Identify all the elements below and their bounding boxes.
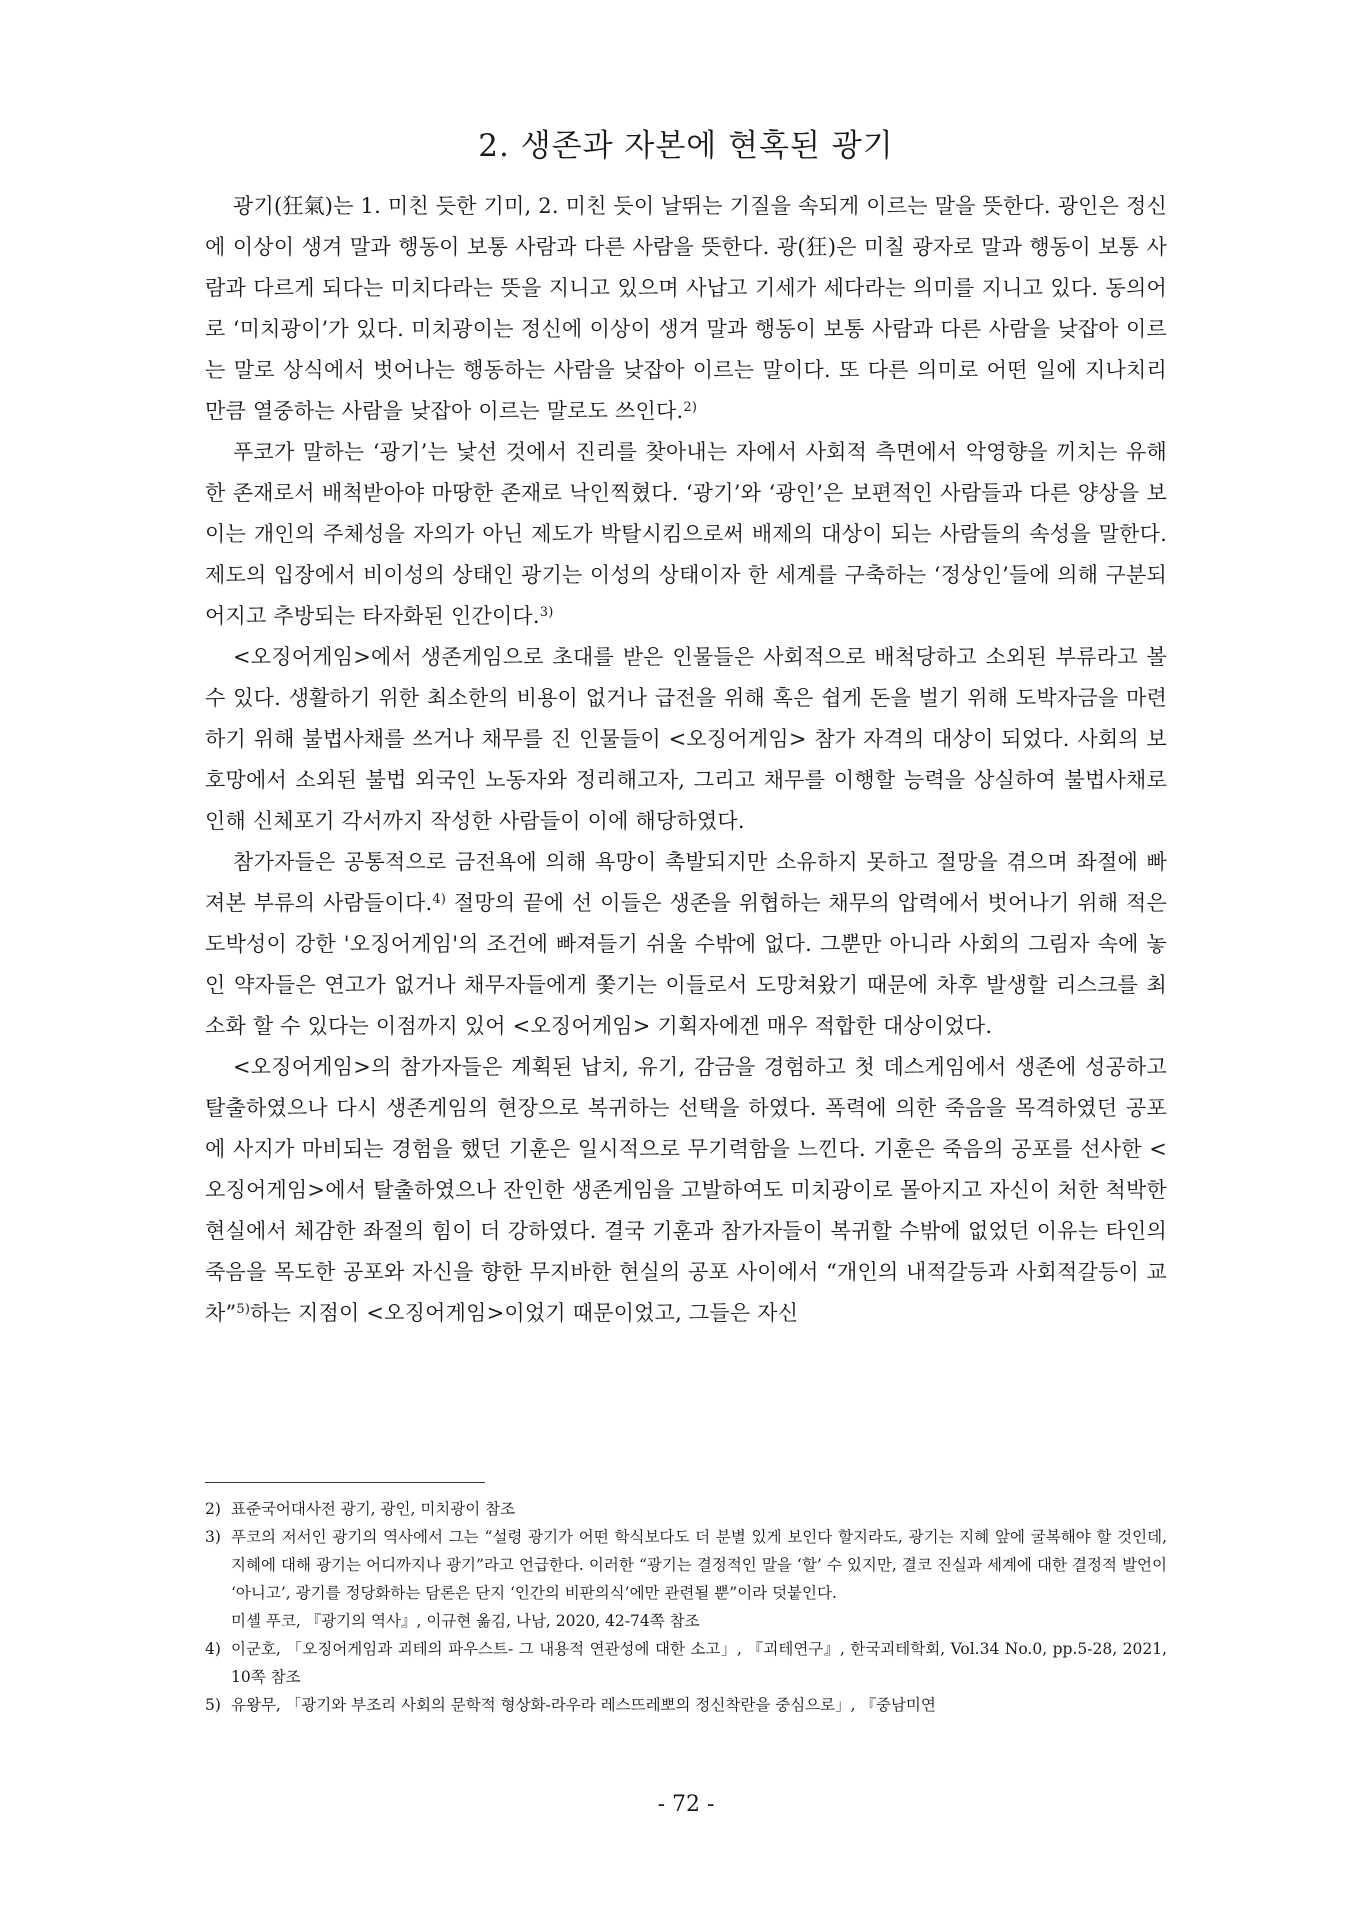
paragraph-5 bbox=[205, 1047, 1167, 1334]
footnote-ref-5[interactable]: 5) bbox=[236, 1302, 251, 1317]
footnote-mark: 4) bbox=[205, 1640, 221, 1658]
paragraph-text: 참가자들은 공통적으로 금전욕에 의해 욕망이 촉발되지만 소유하지 못하고 절망을 겪으며 좌절에 빠져본 부류의 사람들이다. bbox=[205, 850, 1167, 915]
paragraph-2 bbox=[205, 432, 1167, 637]
footnote-text: 푸코의 저서인 광기의 역사에서 그는 “설령 광기가 어떤 학식보다도 더 분별 있게 보인다 할지라도, 광기는 지혜 앞에 굴복해야 할 것인데, 지혜에 대해 광기는 어디까지나 광기”라고 언급한다. 이러한 “광기는 결정적인 말을 ‘할’ 수 있지만, 결코 진실과 세계에 대한 결정적 발언이 ‘아니고’, 광기를 정당화하는 담론은 단지 ‘인간의 비판의식’에만 관련될 뿐”이라 덧붙인다. bbox=[231, 1528, 1167, 1602]
footnote-mark: 5) bbox=[205, 1696, 221, 1714]
footnote-ref-3[interactable]: 3) bbox=[539, 605, 554, 620]
footnote-4 bbox=[205, 1635, 1167, 1691]
paragraph-1 bbox=[205, 186, 1167, 432]
page-number: - 72 - bbox=[657, 1792, 715, 1817]
paragraph-text: 푸코가 말하는 ‘광기’는 낯선 것에서 진리를 찾아내는 자에서 사회적 측면에서 악영향을 끼치는 유해한 존재로서 배척받아야 마땅한 존재로 낙인찍혔다. ‘광기’와 ‘광인’은 보편적인 사람들과 다른 양상을 보이는 개인의 주체성을 자의가 아닌 제도가 박탈시킴으로써 배제의 대상이 되는 사람들의 속성을 말한다. 제도의 입장에서 비이성의 상태인 광기는 이성의 상태이자 한 세계를 구축하는 ‘정상인’들에 의해 구분되어지고 추방되는 타자화된 인간이다. bbox=[205, 440, 1167, 628]
paragraph-text: <오징어게임>에서 생존게임으로 초대를 받은 인물들은 사회적으로 배척당하고 소외된 부류라고 볼 수 있다. 생활하기 위한 최소한의 비용이 없거나 급전을 위해 혹은 쉽게 돈을 벌기 위해 도박자금을 마련하기 위해 불법사채를 쓰거나 채무를 진 인물들이 <오징어게임> 참가 자격의 대상이 되었다. 사회의 보호망에서 소외된 불법 외국인 노동자와 정리해고자, 그리고 채무를 이행할 능력을 상실하여 불법사채로 인해 신체포기 각서까지 작성한 사람들이 이에 해당하였다. bbox=[205, 645, 1167, 833]
footnote-citation: 미셸 푸코, 『광기의 역사』, 이규현 옮김, 나남, 2020, 42-74쪽 참조 bbox=[231, 1612, 700, 1630]
footnotes bbox=[205, 1495, 1167, 1719]
paragraph-4 bbox=[205, 842, 1167, 1047]
footnote-text: 유왕무, 「광기와 부조리 사회의 문학적 형상화-라우라 레스뜨레뽀의 정신착란을 중심으로」, 『중남미연 bbox=[231, 1696, 936, 1714]
footnote-2 bbox=[205, 1495, 1167, 1523]
paragraph-text-continued: 하는 지점이 <오징어게임>이었기 때문이었고, 그들은 자신 bbox=[250, 1301, 799, 1325]
section-title: 2. 생존과 자본에 현혹된 광기 bbox=[478, 128, 894, 164]
footnote-5 bbox=[205, 1691, 1167, 1719]
body-text bbox=[205, 186, 1167, 1334]
paragraph-text: <오징어게임>의 참가자들은 계획된 납치, 유기, 감금을 경험하고 첫 데스게임에서 생존에 성공하고 탈출하였으나 다시 생존게임의 현장으로 복귀하는 선택을 하였다. 폭력에 의한 죽음을 목격하였던 공포에 사지가 마비되는 경험을 했던 기훈은 일시적으로 무기력함을 느낀다. 기훈은 죽음의 공포를 선사한 <오징어게임>에서 탈출하였으나 잔인한 생존게임을 고발하여도 미치광이로 몰아지고 자신이 처한 척박한 현실에서 체감한 좌절의 힘이 더 강하였다. 결국 기훈과 참가자들이 복귀할 수밖에 없었던 이유는 타인의 죽음을 목도한 공포와 자신을 향한 무지바한 현실의 공포 사이에서 “개인의 내적갈등과 사회적갈등이 교차” bbox=[205, 1055, 1167, 1325]
footnote-mark: 3) bbox=[205, 1528, 221, 1546]
footnote-mark: 2) bbox=[205, 1500, 221, 1518]
footnote-ref-2[interactable]: 2) bbox=[683, 400, 698, 415]
footnote-text: 이군호, 「오징어게임과 괴테의 파우스트- 그 내용적 연관성에 대한 소고」, 『괴테연구』, 한국괴테학회, Vol.34 No.0, pp.5-28, 2021, 10쪽 참조 bbox=[231, 1640, 1167, 1686]
document-page bbox=[205, 0, 1167, 1920]
footnote-divider bbox=[205, 1482, 485, 1483]
footnote-ref-4[interactable]: 4) bbox=[432, 892, 447, 907]
footnote-text: 표준국어대사전 광기, 광인, 미치광이 참조 bbox=[231, 1500, 516, 1518]
paragraph-3 bbox=[205, 637, 1167, 842]
footnote-3 bbox=[205, 1523, 1167, 1635]
paragraph-text: 광기(狂氣)는 1. 미친 듯한 기미, 2. 미친 듯이 날뛰는 기질을 속되게 이르는 말을 뜻한다. 광인은 정신에 이상이 생겨 말과 행동이 보통 사람과 다른 사람을 뜻한다. 광(狂)은 미칠 광자로 말과 행동이 보통 사람과 다르게 되다는 미치다라는 뜻을 지니고 있으며 사납고 기세가 세다라는 의미를 지니고 있다. 동의어로 ‘미치광이’가 있다. 미치광이는 정신에 이상이 생겨 말과 행동이 보통 사람과 다른 사람을 낮잡아 이르는 말로 상식에서 벗어나는 행동하는 사람을 낮잡아 이르는 말이다. 또 다른 의미로 어떤 일에 지나치리만큼 열중하는 사람을 낮잡아 이르는 말로도 쓰인다. bbox=[205, 194, 1167, 423]
paragraph-text-continued: 절망의 끝에 선 이들은 생존을 위협하는 채무의 압력에서 벗어나기 위해 적은 도박성이 강한 '오징어게임'의 조건에 빠져들기 쉬울 수밖에 없다. 그뿐만 아니라 사회의 그림자 속에 놓인 약자들은 연고가 없거나 채무자들에게 쫓기는 이들로서 도망쳐왔기 때문에 차후 발생할 리스크를 최소화 할 수 있다는 이점까지 있어 <오징어게임> 기획자에겐 매우 적합한 대상이었다. bbox=[205, 891, 1167, 1038]
